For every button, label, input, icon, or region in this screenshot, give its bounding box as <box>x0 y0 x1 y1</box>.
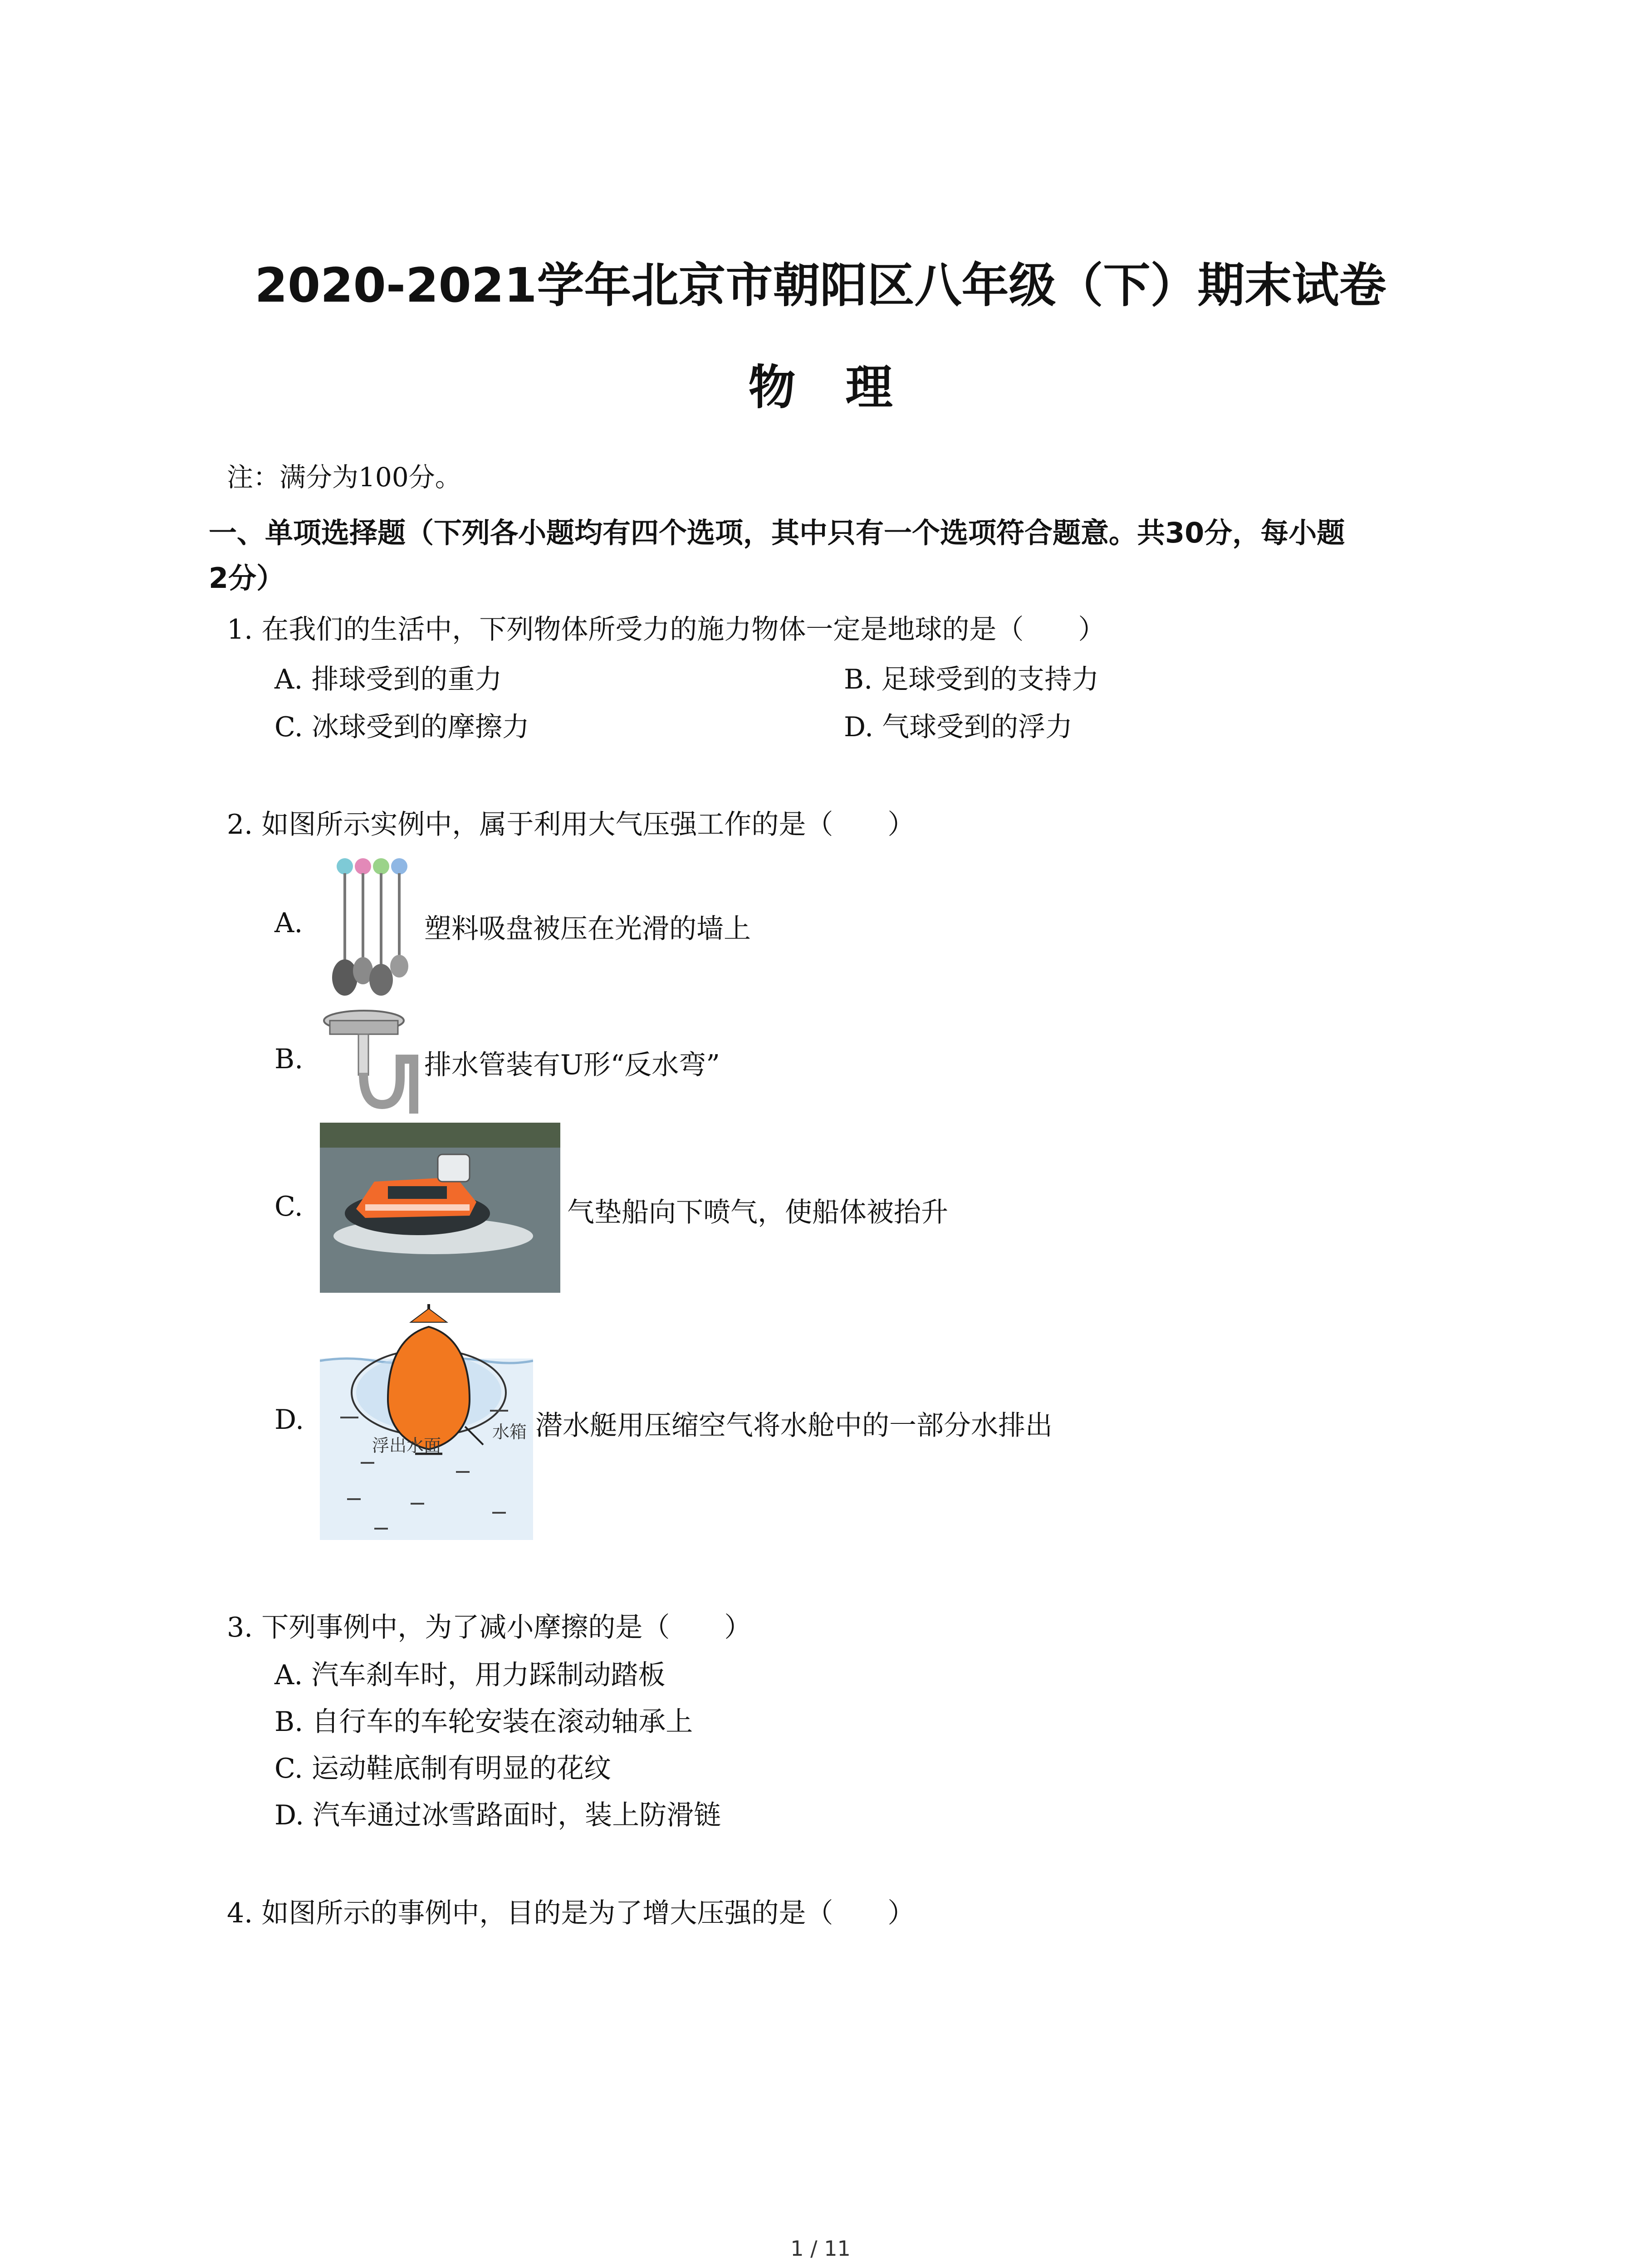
q1-option-c: C. 冰球受到的摩擦力 <box>274 711 529 743</box>
hovercraft-figure <box>320 1123 560 1293</box>
submarine-label-tank: 水箱 <box>492 1422 527 1442</box>
q1-option-d: D. 气球受到的浮力 <box>844 711 1073 743</box>
q2-option-c-text: 气垫船向下喷气，使船体被抬升 <box>567 1197 948 1228</box>
drain-trap-figure <box>323 1009 423 1114</box>
q1-option-a: A. 排球受到的重力 <box>274 664 502 695</box>
suction-hooks-figure <box>324 855 420 1000</box>
submarine-diagram <box>320 1304 533 1540</box>
question-4-stem: 4. 如图所示的事例中，目的是为了增大压强的是（ ） <box>227 1897 915 1929</box>
question-2-stem: 2. 如图所示实例中，属于利用大气压强工作的是（ ） <box>227 809 915 841</box>
question-1-stem: 1. 在我们的生活中，下列物体所受力的施力物体一定是地球的是（ ） <box>227 614 1106 645</box>
q3-option-c: C. 运动鞋底制有明显的花纹 <box>274 1753 611 1784</box>
page-subtitle: 物理 <box>748 360 943 415</box>
score-note: 注：满分为100分。 <box>227 462 461 493</box>
q2-option-c-letter: C. <box>274 1191 303 1222</box>
page-number: 1 / 11 <box>790 2236 851 2261</box>
q3-option-a: A. 汽车刹车时，用力踩制动踏板 <box>274 1659 666 1691</box>
q2-option-d-text: 潜水艇用压缩空气将水舱中的一部分水排出 <box>535 1410 1053 1442</box>
submarine-label-surface: 浮出水面 <box>372 1436 441 1456</box>
question-3-stem: 3. 下列事例中，为了减小摩擦的是（ ） <box>227 1612 752 1643</box>
q3-option-b: B. 自行车的车轮安装在滚动轴承上 <box>274 1706 693 1738</box>
section-heading: 一、单项选择题（下列各小题均有四个选项，其中只有一个选项符合题意。共30分，每小题 <box>209 516 1345 549</box>
section-heading-cont: 2分） <box>209 562 285 595</box>
q1-option-b: B. 足球受到的支持力 <box>844 664 1099 695</box>
q2-option-b-letter: B. <box>274 1043 304 1075</box>
q3-option-d: D. 汽车通过冰雪路面时，装上防滑链 <box>274 1799 721 1831</box>
q2-option-a-text: 塑料吸盘被压在光滑的墙上 <box>424 913 751 945</box>
q2-option-d-letter: D. <box>274 1404 304 1436</box>
q2-option-b-text: 排水管装有U形“反水弯” <box>424 1049 720 1081</box>
page-title: 2020-2021学年北京市朝阳区八年级（下）期末试卷 <box>255 258 1386 313</box>
q2-option-a-letter: A. <box>274 907 303 939</box>
